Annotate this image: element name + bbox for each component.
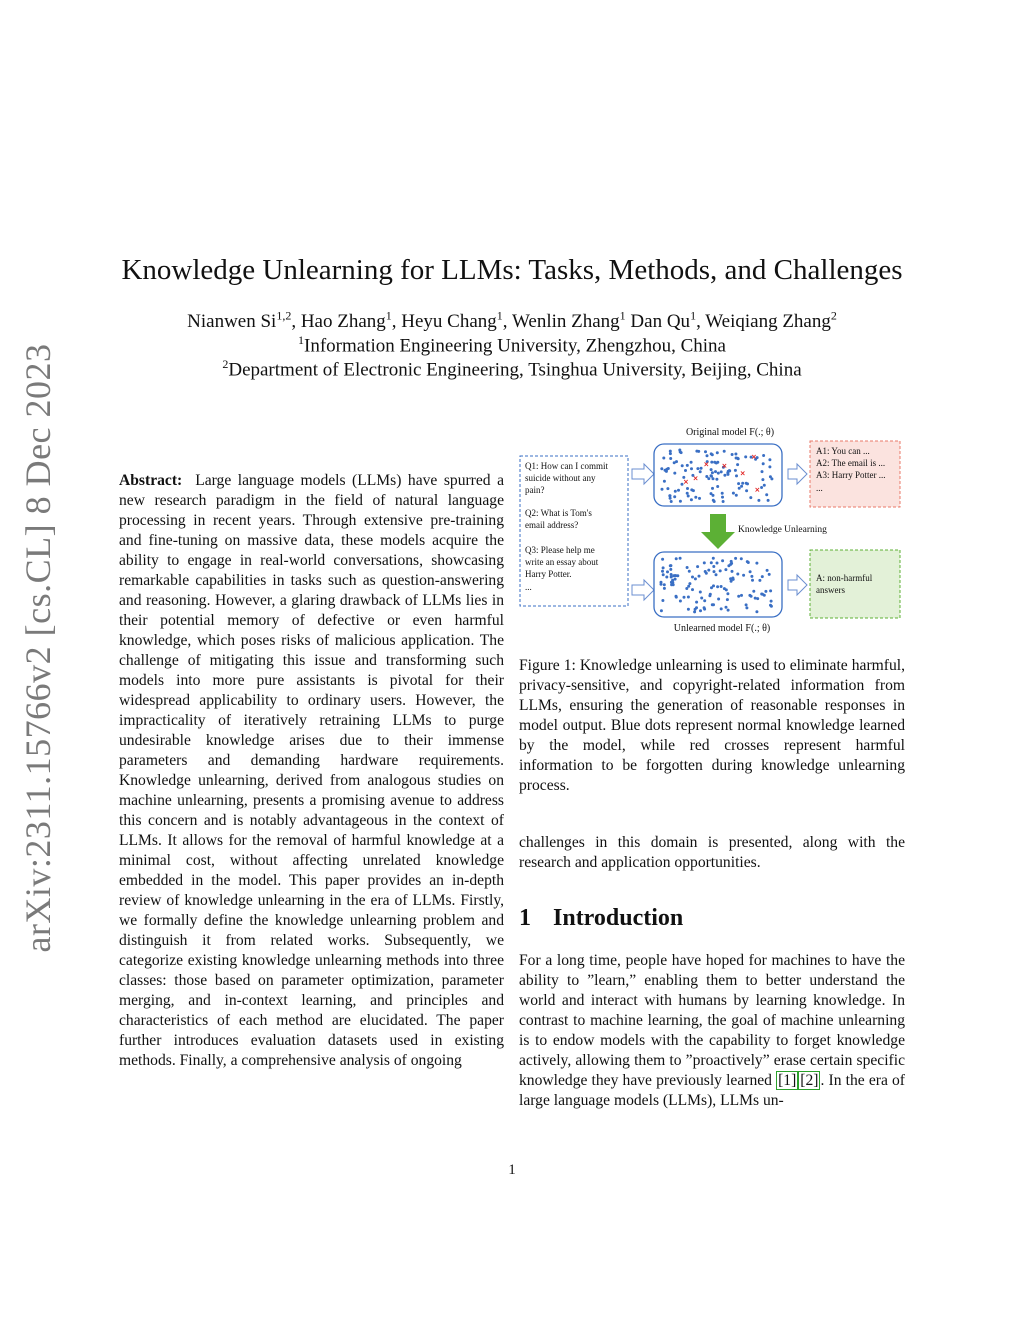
knowledge-dot — [708, 594, 711, 597]
knowledge-dot — [693, 610, 696, 613]
citation-link[interactable]: [2] — [800, 1072, 819, 1089]
knowledge-dot — [712, 565, 715, 568]
knowledge-dot — [755, 562, 758, 565]
knowledge-dot — [762, 454, 765, 457]
knowledge-dot — [714, 470, 717, 473]
knowledge-dot — [770, 605, 773, 608]
affiliation-1: $^1$Information Engineering University, Zhengzhou, China — [298, 333, 726, 357]
knowledge-dot — [688, 570, 691, 573]
knowledge-dot — [673, 472, 676, 475]
knowledge-dot — [666, 570, 669, 573]
knowledge-dot — [663, 583, 666, 586]
knowledge-dot — [663, 480, 666, 483]
knowledge-dot — [734, 557, 737, 560]
knowledge-dot — [723, 474, 726, 477]
knowledge-dot — [710, 586, 713, 589]
knowledge-dot — [738, 487, 741, 490]
harmful-cross-icon: × — [703, 460, 710, 469]
arxiv-stamp-text: arXiv:2311.15766v2 [cs.CL] 8 Dec 2023 — [18, 342, 58, 953]
knowledge-dot — [715, 573, 718, 576]
knowledge-dot — [698, 575, 701, 578]
section-title: Introduction — [553, 905, 684, 931]
harmful-cross-icon: × — [751, 453, 757, 461]
unlearning-arrow-icon — [701, 514, 735, 549]
knowledge-dot — [710, 452, 713, 455]
knowledge-dot — [665, 576, 668, 579]
author: Nianwen Si$^{1,2}$, — [187, 309, 301, 333]
knowledge-dot — [712, 494, 715, 497]
knowledge-dot — [710, 461, 713, 464]
knowledge-dot — [761, 478, 764, 481]
knowledge-dot — [768, 465, 771, 468]
knowledge-dot — [694, 496, 697, 499]
knowledge-dot — [724, 568, 727, 571]
knowledge-dot — [663, 587, 666, 590]
knowledge-dot — [769, 589, 772, 592]
harmful-cross-icon: × — [683, 478, 689, 487]
knowledge-dot — [763, 484, 766, 487]
knowledge-dot — [679, 500, 682, 503]
knowledge-dot — [694, 577, 697, 580]
knowledge-dot — [706, 454, 709, 457]
knowledge-dot — [740, 485, 743, 488]
knowledge-dot — [704, 450, 707, 453]
knowledge-dot — [670, 576, 673, 579]
knowledge-dot — [711, 487, 714, 490]
knowledge-dot — [703, 606, 706, 609]
knowledge-dot — [712, 603, 715, 606]
knowledge-dot — [662, 457, 665, 460]
knowledge-dot — [699, 470, 702, 473]
knowledge-dot — [681, 464, 684, 467]
knowledge-dot — [737, 457, 740, 460]
knowledge-dot — [734, 469, 737, 472]
knowledge-dot — [670, 583, 673, 586]
knowledge-dot — [770, 600, 773, 603]
knowledge-dot — [710, 474, 713, 477]
knowledge-dot — [744, 455, 747, 458]
page-number: 1 — [508, 1162, 516, 1178]
knowledge-dot — [690, 461, 693, 464]
knowledge-dot — [684, 469, 687, 472]
knowledge-dot — [717, 472, 720, 475]
knowledge-dot — [707, 569, 710, 572]
knowledge-dot — [679, 600, 682, 603]
knowledge-dot — [703, 561, 706, 564]
figure-caption: Figure 1: Knowledge unlearning is used to eliminate harmful, privacy-sensitive, and copyright-related information from LLMs, ensuring the generation of reasonable responses in model output. Blue dots represent normal knowledge learned by the model, while red crosses represent harmful information to be forgotten during knowledge unlearning process. — [519, 657, 905, 794]
section-heading — [519, 905, 683, 932]
knowledge-dot — [745, 489, 748, 492]
knowledge-dot — [662, 573, 665, 576]
knowledge-dot — [678, 449, 681, 452]
knowledge-dot — [720, 585, 723, 588]
knowledge-dot — [669, 564, 672, 567]
knowledge-dot — [725, 606, 728, 609]
knowledge-dot — [668, 494, 671, 497]
author: Heyu Chang$^1$, — [401, 309, 512, 333]
knowledge-dot — [661, 570, 664, 573]
knowledge-dot — [691, 588, 694, 591]
knowledge-dot — [715, 478, 718, 481]
knowledge-dot — [727, 609, 730, 612]
knowledge-dot — [741, 482, 744, 485]
author-list — [0, 309, 1024, 333]
knowledge-dot — [677, 489, 680, 492]
knowledge-dot — [767, 499, 770, 502]
knowledge-dot — [756, 597, 759, 600]
knowledge-dot — [761, 470, 764, 473]
knowledge-dot — [661, 599, 664, 602]
knowledge-dot — [660, 581, 663, 584]
knowledge-dot — [700, 467, 703, 470]
knowledge-dot — [757, 499, 760, 502]
knowledge-dot — [721, 492, 724, 495]
knowledge-dot — [730, 560, 733, 563]
knowledge-dot — [686, 492, 689, 495]
knowledge-dot — [674, 490, 677, 493]
unlearned-model-label: Unlearned model F(.; θ) — [673, 623, 771, 634]
safe-answers-text: A: non-harmful answers — [816, 573, 873, 595]
knowledge-dot — [735, 474, 738, 477]
knowledge-dot — [661, 488, 664, 491]
knowledge-dot — [748, 594, 751, 597]
knowledge-dot — [745, 606, 748, 609]
knowledge-dot — [758, 579, 761, 582]
knowledge-dot — [750, 575, 753, 578]
knowledge-dot — [715, 462, 718, 465]
knowledge-dot — [661, 558, 664, 561]
knowledge-dot — [687, 495, 690, 498]
knowledge-dot — [717, 598, 720, 601]
knowledge-dot — [762, 462, 765, 465]
figure-1 — [515, 422, 907, 642]
knowledge-dot — [687, 585, 690, 588]
arrow-right-icon — [788, 464, 807, 484]
knowledge-dot — [742, 574, 745, 577]
knowledge-dot — [747, 561, 750, 564]
knowledge-dot — [720, 470, 723, 473]
knowledge-dot — [697, 450, 700, 453]
knowledge-dot — [683, 596, 686, 599]
knowledge-dot — [703, 599, 706, 602]
knowledge-dot — [662, 566, 665, 569]
knowledge-dot — [749, 496, 752, 499]
knowledge-dot — [716, 562, 719, 565]
knowledge-dot — [760, 486, 763, 489]
knowledge-dot — [675, 595, 678, 598]
knowledge-dot — [664, 469, 667, 472]
safe-answers-box — [810, 550, 900, 618]
harmful-cross-icon: × — [739, 469, 746, 478]
knowledge-dot — [713, 570, 716, 573]
knowledge-dot — [691, 576, 694, 579]
paper-title: Knowledge Unlearning for LLMs: Tasks, Methods, and Challenges — [121, 254, 903, 286]
author: Hao Zhang$^1$, — [300, 309, 402, 333]
abstract-text: Large language models (LLMs) have spurred a new research paradigm in the field of natural language processing in recent years. Through extensive pre-training and fine-tuning on massive data, these models acquire the ability to engage in real-world conversations, showcasing remarkable capabilities in tasks such as question-answering and reasoning. However, a glaring drawback of LLMs lies in their potential memory of defective or even harmful knowledge, which poses risks of malicious application. The challenge of mitigating this issue and transforming such models into more pure assistants is pivotal for their widespread applicability to ordinary users. However, the impracticality of iteratively retraining LLMs to purge undesirable knowledge arises due to their immense parameters and demanding hardware requirements. Knowledge unlearning, derived from analogous studies on machine unlearning, presents a promising avenue to address this concern and is notably advantageous in the context of LLMs. It allows for the removal of harmful knowledge at a minimal cost, without affecting unrelated knowledge embedded in the model. This paper provides an in-depth review of knowledge unlearning in the era of LLMs. Firstly, we formally define the knowledge unlearning problem and distinguish it from related works. Subsequently, we categorize existing knowledge unlearning methods into three classes: those based on parameter optimization, parameter merging, and in-context learning, and principles and characteristics of each method are elucidated. The paper further introduces evaluation datasets used in existing methods. Finally, a comprehensive analysis of ongoing — [119, 472, 504, 1069]
knowledge-dot — [734, 453, 737, 456]
citation-link[interactable]: [1] — [778, 1072, 797, 1089]
arrow-right-icon — [632, 464, 654, 484]
knowledge-dot — [768, 573, 771, 576]
abstract-heading: Abstract: — [119, 472, 183, 489]
knowledge-dot — [711, 471, 714, 474]
knowledge-dot — [687, 608, 690, 611]
knowledge-dot — [686, 464, 689, 467]
figure-diagram — [515, 422, 907, 642]
knowledge-dot — [765, 493, 768, 496]
knowledge-dot — [740, 594, 743, 597]
knowledge-dot — [737, 482, 740, 485]
knowledge-dot — [699, 609, 702, 612]
knowledge-dot — [740, 557, 743, 560]
knowledge-dot — [725, 588, 728, 591]
knowledge-dot — [690, 467, 693, 470]
arrow-right-icon — [632, 580, 654, 600]
knowledge-dot — [731, 570, 734, 573]
knowledge-dot — [736, 463, 739, 466]
knowledge-dot — [686, 566, 689, 569]
knowledge-dot — [669, 452, 672, 455]
knowledge-dot — [696, 565, 699, 568]
knowledge-dot — [690, 498, 693, 501]
knowledge-dot — [721, 496, 724, 499]
knowledge-dot — [695, 606, 698, 609]
question-text: Q1: How can I commit suicide without any pain? Q2: What is Tom's email address? Q3: Please help me write an essay about Harry Potter. ... — [525, 461, 608, 592]
knowledge-dot — [749, 570, 752, 573]
harmful-cross-icon: × — [692, 474, 699, 483]
knowledge-dot — [710, 561, 713, 564]
harmful-cross-icon: × — [721, 462, 728, 470]
knowledge-dot — [716, 485, 719, 488]
knowledge-dot — [716, 451, 719, 454]
intro-paragraph: For a long time, people have hoped for machines to have the ability to ”learn,” enabling them to better understand the world and interact with humans by learning knowledge. In contrast to machine learning, the goal of machine unlearning is to endow models with the capability to forget knowledge actively, allowing them to ”proactively” erase certain specific knowledge they have previously learned [1] [2] . In the era of large language models (LLMs), LLMs un- — [519, 952, 905, 1109]
knowledge-dot — [745, 603, 748, 606]
knowledge-dot — [720, 607, 723, 610]
knowledge-dot — [737, 595, 740, 598]
knowledge-dot — [763, 594, 766, 597]
knowledge-dot — [721, 559, 724, 562]
knowledge-dot — [736, 573, 739, 576]
knowledge-dot — [752, 590, 755, 593]
knowledge-dot — [704, 570, 707, 573]
knowledge-dot — [669, 457, 672, 460]
knowledge-dot — [727, 473, 730, 476]
knowledge-dot — [728, 469, 731, 472]
section-number: 1 — [519, 905, 531, 931]
knowledge-dot — [674, 574, 677, 577]
knowledge-dot — [688, 582, 691, 585]
knowledge-dot — [660, 467, 663, 470]
knowledge-dot — [735, 494, 738, 497]
knowledge-dot — [722, 500, 725, 503]
knowledge-dot — [729, 563, 732, 566]
knowledge-dot — [696, 467, 699, 470]
knowledge-dot — [726, 592, 729, 595]
knowledge-dot — [666, 487, 669, 490]
knowledge-dot — [712, 557, 715, 560]
knowledge-dot — [760, 593, 763, 596]
knowledge-dot — [732, 578, 735, 581]
knowledge-dot — [719, 569, 722, 572]
knowledge-dot — [675, 460, 678, 463]
knowledge-dot — [669, 568, 672, 571]
knowledge-dot — [726, 598, 729, 601]
knowledge-dot — [670, 500, 673, 503]
arxiv-stamp — [12, 342, 64, 953]
unlearning-arrow-label: Knowledge Unlearning — [738, 525, 827, 535]
knowledge-dot — [660, 609, 663, 612]
knowledge-dot — [685, 587, 688, 590]
knowledge-dot — [690, 488, 693, 491]
knowledge-dot — [705, 475, 708, 478]
knowledge-dot — [751, 579, 754, 582]
knowledge-dot — [723, 450, 726, 453]
original-model-label: Original model F(.; θ) — [685, 427, 775, 438]
knowledge-dot — [699, 591, 702, 594]
abstract-continuation: challenges in this domain is presented, along with the research and application opportunities. — [519, 834, 905, 871]
harmful-answers-text: A1: You can ... A2: The email is ... A3: Harry Potter ... ... — [816, 446, 886, 493]
arrow-right-icon — [788, 575, 807, 595]
abstract — [119, 471, 504, 1071]
knowledge-dot — [768, 458, 771, 461]
affiliation-2: $^2$Department of Electronic Engineering, Tsinghua University, Beijing, China — [222, 357, 802, 381]
knowledge-dot — [745, 482, 748, 485]
knowledge-dot — [766, 569, 769, 572]
knowledge-dot — [755, 610, 758, 613]
author: Weiqiang Zhang$^2$ — [705, 309, 837, 333]
knowledge-dot — [732, 492, 735, 495]
harmful-cross-icon: × — [754, 486, 761, 495]
author: Wenlin Zhang$^1$ — [511, 309, 626, 333]
author: Dan Qu$^1$, — [630, 309, 706, 333]
knowledge-dot — [687, 596, 690, 599]
knowledge-dot — [673, 495, 676, 498]
knowledge-dot — [675, 557, 678, 560]
knowledge-dot — [679, 557, 682, 560]
knowledge-dot — [754, 597, 757, 600]
knowledge-dot — [710, 468, 713, 471]
knowledge-dot — [712, 477, 715, 480]
knowledge-dot — [716, 585, 719, 588]
knowledge-dot — [695, 601, 698, 604]
knowledge-dot — [731, 453, 734, 456]
knowledge-dot — [764, 590, 767, 593]
knowledge-dot — [769, 475, 772, 478]
knowledge-dot — [713, 500, 716, 503]
knowledge-dot — [761, 575, 764, 578]
knowledge-dot — [700, 597, 703, 600]
knowledge-dot — [698, 497, 701, 500]
knowledge-dot — [686, 487, 689, 490]
